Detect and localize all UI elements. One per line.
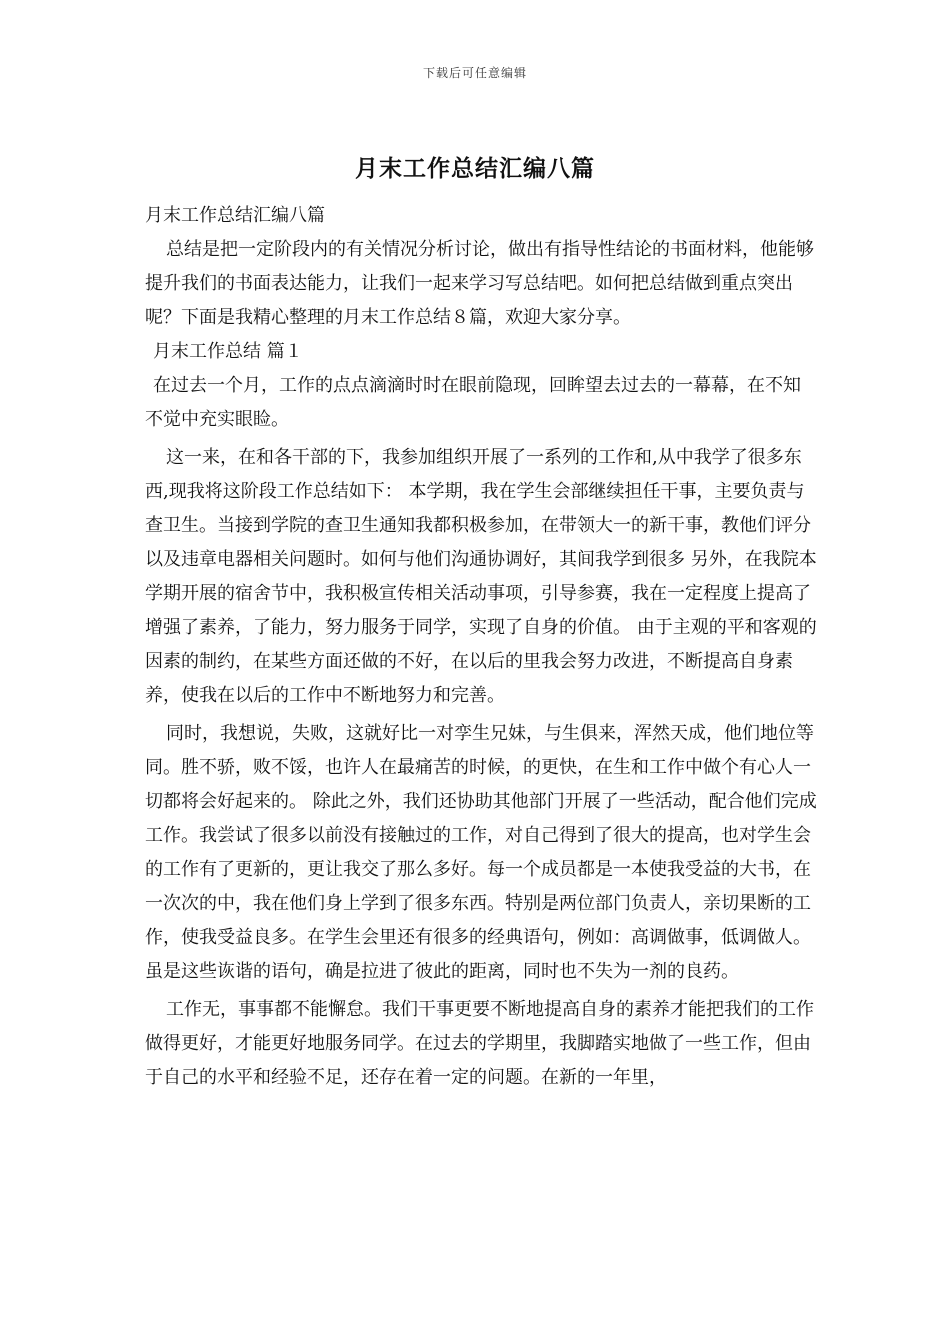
header-note: 下载后可任意编辑 <box>422 66 527 80</box>
document-body <box>145 199 817 1095</box>
document-subtitle: 月末工作总结汇编八篇 <box>145 205 325 226</box>
body-paragraph: 在过去一个月，工作的点点滴滴时时在眼前隐现，回眸望去过去的一幕幕，在不知不觉中充实眼睑。 <box>145 375 801 430</box>
document-title: 月末工作总结汇编八篇 <box>355 155 595 182</box>
body-paragraph: 这一来，在和各干部的下，我参加组织开展了一系列的工作和,从中我学了很多东西,现我将这阶段工作总结如下： 本学期，我在学生会部继续担任干事，主要负责与查卫生。当接到学院的查卫生通知我都积极参加，在带领大一的新干事，教他们评分以及违章电器相关问题时。如何与他们沟通协调好，其间我学到很多 另外，在我院本学期开展的宿舍节中，我积极宣传相关活动事项，引导参赛，我在一定程度上提高了增强了素养，了能力，努力服务于同学，实现了自身的价值。 由于主观的平和客观的因素的制约，在某些方面还做的不好，在以后的里我会努力改进，不断提高自身素养，使我在以后的工作中不断地努力和完善。 <box>145 447 817 706</box>
intro-paragraph: 总结是把一定阶段内的有关情况分析讨论，做出有指导性结论的书面材料，他能够提升我们的书面表达能力，让我们一起来学习写总结吧。如何把总结做到重点突出呢？下面是我精心整理的月末工作总结８篇，欢迎大家分享。 <box>145 239 814 328</box>
body-paragraph: 工作无，事事都不能懈怠。我们干事更要不断地提高自身的素养才能把我们的工作做得更好，才能更好地服务同学。在过去的学期里，我脚踏实地做了一些工作，但由于自己的水平和经验不足，还存在着一定的问题。在新的一年里， <box>145 999 814 1088</box>
body-paragraph: 同时，我想说，失败，这就好比一对孪生兄妹，与生俱来，浑然天成，他们地位等同。胜不骄，败不馁，也许人在最痛苦的时候，的更快，在生和工作中做个有心人一切都将会好起来的。 除此之外，我们还协助其他部门开展了一些活动，配合他们完成工作。我尝试了很多以前没有接触过的工作，对自己得到了很大的提高，也对学生会的工作有了更新的，更让我交了那么多好。每一个成员都是一本使我受益的大书，在一次次的中，我在他们身上学到了很多东西。特别是两位部门负责人，亲切果断的工作，使我受益良多。在学生会里还有很多的经典语句，例如：高调做事，低调做人。虽是这些诙谐的语句，确是拉进了彼此的距离，同时也不失为一剂的良药。 <box>145 723 817 982</box>
section-heading: 月末工作总结 篇１ <box>153 341 303 362</box>
